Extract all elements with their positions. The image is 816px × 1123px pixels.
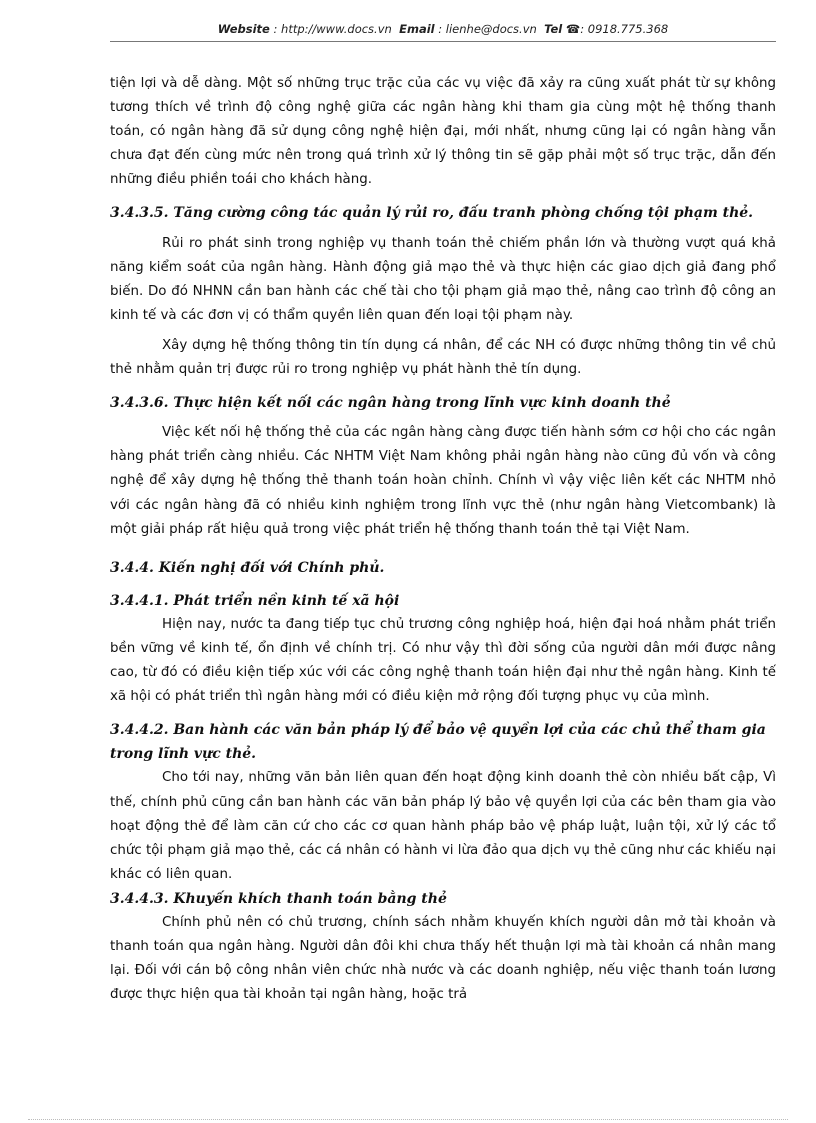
- paragraph-credit-info-system: Xây dựng hệ thống thông tin tín dụng cá nhân, để các NH có được những thông tin về chủ thẻ nhằm quản trị được rủi ro trong nghiệp vụ phát hành thẻ tín dụng.: [110, 337, 776, 378]
- heading-3-4-3-5: 3.4.3.5. Tăng cường công tác quản lý rủi ro, đấu tranh phòng chống tội phạm thẻ.: [110, 205, 754, 222]
- email-label: Email: [399, 22, 435, 36]
- heading-3-4-4-2: 3.4.4.2. Ban hành các văn bản pháp lý để bảo vệ quyền lợi của các chủ thể tham gia trong lĩnh vực thẻ.: [110, 722, 766, 763]
- email-value: : lienhe@docs.vn: [438, 22, 537, 36]
- website-value: : http://www.docs.vn: [273, 22, 392, 36]
- phone-icon: ☎: [565, 22, 581, 36]
- document-body: [110, 72, 776, 1007]
- tel-label: Tel: [544, 22, 563, 36]
- website-label: Website: [217, 22, 270, 36]
- paragraph-economic-development: Hiện nay, nước ta đang tiếp tục chủ trương công nghiệp hoá, hiện đại hoá nhằm phát triển bền vững về kinh tế, ổn định về chính trị. Có như vậy thì đời sống của người dân mới được nâng cao, từ đó có điều kiện tiếp xúc với các công nghệ thanh toán hiện đại như thẻ ngân hàng. Kinh tế xã hội có phát triển thì ngân hàng mới có điều kiện mở rộng đối tượng phục vụ của mình.: [110, 616, 776, 705]
- page-header: [110, 22, 776, 36]
- footer-divider: [28, 1119, 788, 1120]
- paragraph-legal-documents: Cho tới nay, những văn bản liên quan đến hoạt động kinh doanh thẻ còn nhiều bất cập, Vì thế, chính phủ cũng cần ban hành các văn bản pháp lý bảo vệ quyền lợi của các bên tham gia vào hoạt động thẻ để làm căn cứ cho các cơ quan hành pháp bảo vệ pháp luật, luận tội, xử lý các tổ chức tội phạm giả mạo thẻ, các cá nhân có hành vi lừa đảo qua dịch vụ thẻ cũng như các khiếu nại khác có liên quan.: [110, 770, 776, 882]
- paragraph-risk-management: Rủi ro phát sinh trong nghiệp vụ thanh toán thẻ chiếm phần lớn và thường vượt quá khả năng kiểm soát của ngân hàng. Hành động giả mạo thẻ và thực hiện các giao dịch giả đang phổ biến. Do đó NHNN cần ban hành các chế tài cho tội phạm giả mạo thẻ, nâng cao trình độ công an kinh tế và các đơn vị có thẩm quyền liên quan đến loại tội phạm này.: [110, 235, 776, 323]
- tel-value: : 0918.775.368: [580, 22, 669, 36]
- heading-3-4-4-1: 3.4.4.1. Phát triển nền kinh tế xã hội: [110, 592, 400, 609]
- heading-3-4-3-6: 3.4.3.6. Thực hiện kết nối các ngân hàng trong lĩnh vực kinh doanh thẻ: [110, 395, 671, 412]
- paragraph-bank-connection: Việc kết nối hệ thống thẻ của các ngân hàng càng được tiến hành sớm cơ hội cho các ngân hàng phát triển càng nhiều. Các NHTM Việt Nam không phải ngân hàng nào cũng đủ vốn và công nghệ để xây dựng hệ thống thẻ thanh toán hoàn chỉnh. Chính vì vậy việc liên kết các NHTM nhỏ với các ngân hàng đã có nhiều kinh nghiệm trong lĩnh vực thẻ (như ngân hàng Vietcombank) là một giải pháp rất hiệu quả trong việc phát triển hệ thống thanh toán thẻ tại Việt Nam.: [110, 425, 776, 537]
- heading-3-4-4-3: 3.4.4.3. Khuyến khích thanh toán bằng thẻ: [110, 890, 447, 907]
- paragraph-continuation: tiện lợi và dễ dàng. Một số những trục trặc của các vụ việc đã xảy ra cũng xuất phát từ sự không tương thích về trình độ công nghệ giữa các ngân hàng khi tham gia cùng một hệ thống thanh toán, có ngân hàng đã sử dụng công nghệ hiện đại, mới nhất, nhưng cũng lại có ngân hàng vẫn chưa đạt đến cùng mức nên trong quá trình xử lý thông tin sẽ gặp phải một số trục trặc, dẫn đến những điều phiền toái cho khách hàng.: [110, 76, 776, 188]
- header-divider: [110, 41, 776, 42]
- heading-3-4-4: 3.4.4. Kiến nghị đối với Chính phủ.: [110, 559, 385, 576]
- paragraph-card-payment-encouragement: Chính phủ nên có chủ trương, chính sách nhằm khuyến khích người dân mở tài khoản và thanh toán qua ngân hàng. Người dân đôi khi chưa thấy hết thuận lợi mà tài khoản cá nhân mang lại. Đối với cán bộ công nhân viên chức nhà nước và các doanh nghiệp, nếu việc thanh toán lương được thực hiện qua tài khoản tại ngân hàng, hoặc trả: [110, 915, 776, 1003]
